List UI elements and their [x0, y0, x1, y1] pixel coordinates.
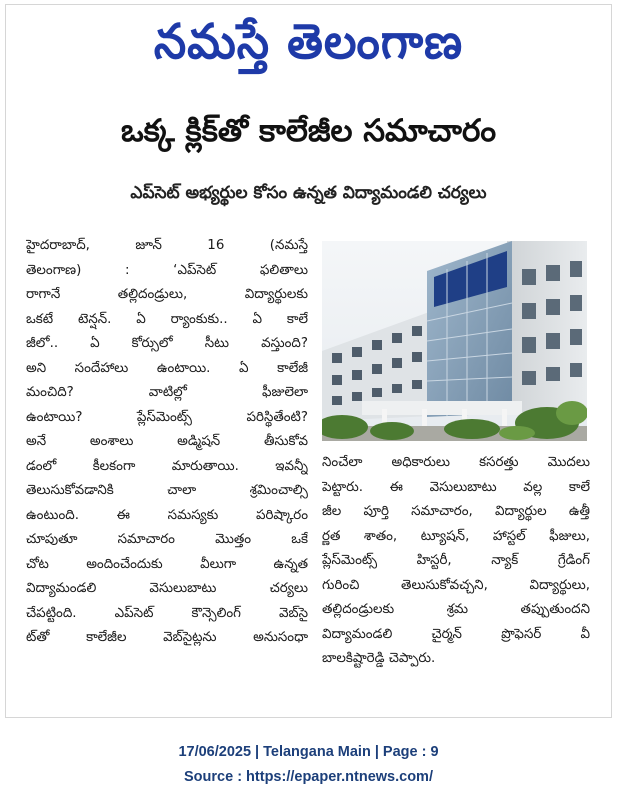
- article-text-line: చేపట్టింది. ఎప్‌సెట్ కౌన్సెలింగ్ వెబ్‌సై: [26, 605, 308, 621]
- article-text-line: ర్ణత శాతం, ట్యూషన్, హాస్టల్ ఫీజులు,: [322, 528, 590, 544]
- article-text-line: ఉంటుంది. ఈ సమస్యకు పరిష్కారం: [26, 507, 308, 523]
- article-text-line: జీలో.. ఏ కోర్సులో సీటు వస్తుంది?: [26, 336, 308, 351]
- article-text-line: తల్లిదండ్రులకు శ్రమ తప్పుతుందని: [322, 602, 590, 617]
- article-text-line: విద్యామండలి చైర్మన్ ప్రొఫెసర్ వీ: [322, 626, 590, 642]
- article-text-line: ఒకటే టెన్షన్. ఏ ర్యాంకుకు.. ఏ కాలే: [26, 311, 308, 327]
- article-text-line: పెట్టారు. ఈ వెసులుబాటు వల్ల కాలే: [322, 479, 590, 495]
- newspaper-clipping: [5, 4, 612, 718]
- article-text-line: ట్‌తో కాలేజీల వెబ్‌సైట్లను అనుసంధా: [26, 630, 308, 645]
- article-text-line: రాగానే తల్లిదండ్రులు, విద్యార్థులకు: [26, 287, 308, 302]
- article-text-line: తెలంగాణ) : ‘ఎప్‌సెట్ ఫలితాలు: [26, 262, 308, 278]
- article-text-line: తెలుసుకోవడానికి చాలా శ్రమించాల్సి: [26, 483, 308, 498]
- building-photo: [322, 241, 587, 441]
- article-text-line: బాలకిష్టారెడ్డి చెప్పారు.: [322, 651, 436, 666]
- article-photo-building: [322, 241, 587, 441]
- article-text-line: చూపుతూ సమాచారం మొత్తం ఒకే: [26, 532, 308, 547]
- article-text-line: హైదరాబాద్, జూన్ 16 (నమస్తే: [26, 238, 308, 253]
- article-text-line: జీల పూర్తి సమాచారం, విద్యార్థుల ఉత్తీ: [322, 504, 590, 519]
- newspaper-masthead: నమస్తే తెలంగాణ: [153, 12, 464, 70]
- article-text-line: చోట అందించేందుకు వీలుగా ఉన్నత: [26, 556, 308, 572]
- article-text-line: అనే అంశాలు అడ్మిషన్ తీసుకోవ: [26, 434, 308, 449]
- footer-date-edition-page: 17/06/2025 | Telangana Main | Page : 9: [178, 744, 439, 760]
- article-headline: ఒక్క క్లిక్‌తో కాలేజీల సమాచారం: [120, 113, 497, 149]
- article-text-line: నించేలా అధికారులు కసరత్తు మొదలు: [322, 455, 590, 470]
- article-right-column: [322, 451, 590, 672]
- article-text-line: ఉంటాయి? ప్లేస్‌మెంట్స్ పరిస్థితేంటి?: [26, 409, 308, 425]
- article-text-line: గురించి తెలుసుకోవచ్చని, విద్యార్థులు,: [322, 577, 590, 593]
- article-text-line: మంచిది? వాటిల్లో ఫీజులెలా: [26, 385, 308, 400]
- source-footer: [0, 740, 617, 790]
- article-text-line: అని సందేహాలు ఉంటాయి. ఏ కాలేజీ: [26, 360, 308, 376]
- article-text-line: ప్లేస్‌మెంట్స్ హిస్టరీ, న్యాక్ గ్రేడింగ్: [322, 553, 590, 568]
- article-subheadline: ఎప్‌సెట్ అభ్యర్థుల కోసం ఉన్నత విద్యామండలి చర్యలు: [130, 183, 487, 203]
- article-text-line: విద్యామండలి వెసులుబాటు చర్యలు: [26, 581, 308, 596]
- article-left-column: [26, 234, 308, 651]
- footer-source-url: Source : https://epaper.ntnews.com/: [184, 769, 433, 785]
- article-text-line: డంలో కీలకంగా మారుతాయి. ఇవన్నీ: [26, 458, 308, 474]
